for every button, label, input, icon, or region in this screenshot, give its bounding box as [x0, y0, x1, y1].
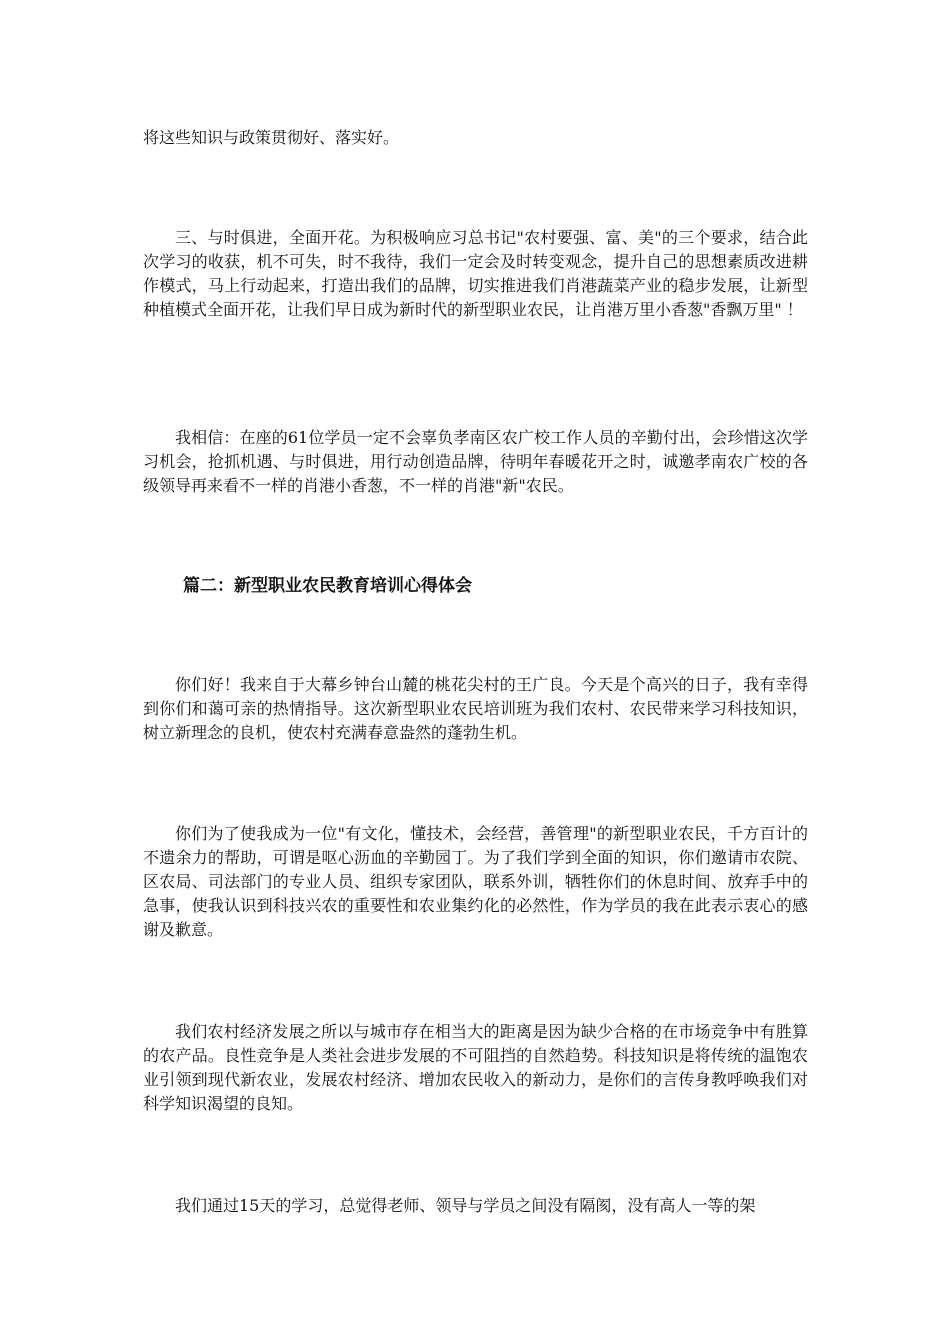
paragraph-greeting: 你们好！我来自于大幕乡钟台山麓的桃花尖村的王广良。今天是个高兴的日子，我有幸得到你们和蔼可亲的热情指导。这次新型职业农民培训班为我们农村、农民带来学习科技知识，树立新理念的良机，使农村充满春意盎然的蓬勃生机。 [143, 675, 808, 742]
paragraph-continuation: 将这些知识与政策贯彻好、落实好。 [143, 128, 400, 147]
section-heading: 篇二：新型职业农民教育培训心得体会 [183, 576, 472, 596]
paragraph-gratitude: 你们为了使我成为一位"有文化，懂技术，会经营，善管理"的新型职业农民，千方百计的不遗余力的帮助，可谓是呕心沥血的辛勤园丁。为了我们学到全面的知识，你们邀请市农院、区农局、司法部门的专业人员、组织专家团队，联系外训，牺牲你们的休息时间、放弃手中的急事，使我认识到科技兴农的重要性和农业集约化的必然性，作为学员的我在此表示衷心的感谢及歉意。 [143, 824, 808, 939]
paragraph-study: 我们通过15天的学习，总觉得老师、领导与学员之间没有隔阂，没有高人一等的架 [175, 1196, 756, 1215]
paragraph-economy: 我们农村经济发展之所以与城市存在相当大的距离是因为缺少合格的在市场竞争中有胜算的农产品。良性竞争是人类社会进步发展的不可阻挡的自然趋势。科技知识是将传统的温饱农业引领到现代新农业，发展农村经济、增加农民收入的新动力，是你们的言传身教呼唤我们对科学知识渴望的良知。 [143, 1022, 808, 1113]
paragraph-belief: 我相信：在座的61位学员一定不会辜负孝南区农广校工作人员的辛勤付出，会珍惜这次学习机会，抢抓机遇、与时俱进，用行动创造品牌，待明年春暖花开之时，诚邀孝南农广校的各级领导再来看不一样的肖港小香葱，不一样的肖港"新"农民。 [143, 428, 808, 495]
paragraph-section-three: 三、与时俱进，全面开花。为积极响应习总书记"农村要强、富、美"的三个要求，结合此次学习的收获，机不可失，时不我待，我们一定会及时转变观念，提升自己的思想素质改进耕作模式，马上行动起来，打造出我们的品牌，切实推进我们肖港蔬菜产业的稳步发展，让新型种植模式全面开花，让我们早日成为新时代的新型职业农民，让肖港万里小香葱"香飘万里" ！ [143, 228, 808, 319]
